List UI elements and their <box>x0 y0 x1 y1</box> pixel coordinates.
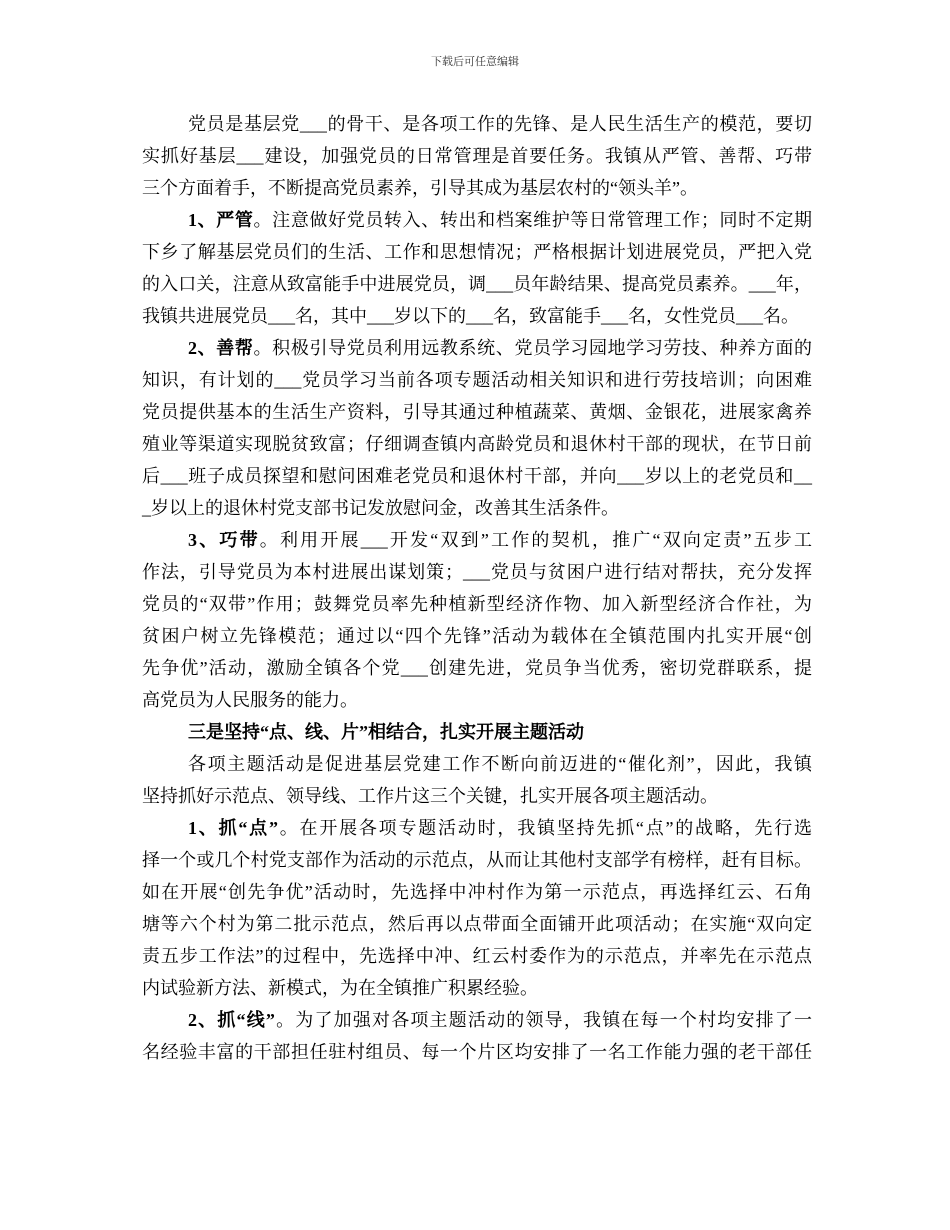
line-text: 。积极引导党员利用远教系统、党员学习园地学习劳技、种养方面的 <box>253 338 812 358</box>
paragraph <box>142 1004 812 1068</box>
text-line: 实抓好基层___建设，加强党员的日常管理是首要任务。我镇从严管、善帮、巧带 <box>142 146 812 166</box>
text-line <box>142 332 812 364</box>
text-line: 名经验丰富的干部担任驻村组员、每一个片区均安排了一名工作能力强的老干部任 <box>142 1042 812 1062</box>
section-lead: 2、抓“线” <box>188 1010 275 1030</box>
line-text: 。为了加强对各项主题活动的领导，我镇在每一个村均安排了一 <box>274 1010 813 1030</box>
text-line: 先争优”活动，激励全镇各个党___创建先进，党员争当优秀，密切党群联系，提 <box>142 658 812 678</box>
paragraph <box>142 716 812 748</box>
text-line: 党员提供基本的生活生产资料，引导其通过种植蔬菜、黄烟、金银花，进展家禽养 <box>142 402 812 422</box>
paragraph <box>142 524 812 716</box>
text-line: 贫困户树立先锋模范；通过以“四个先锋”活动为载体在全镇范围内扎实开展“创 <box>142 626 812 646</box>
text-line <box>142 1004 812 1036</box>
paragraph <box>142 332 812 524</box>
section-heading: 三是坚持“点、线、片”相结合，扎实开展主题活动 <box>188 722 584 742</box>
line-text: 。利用开展___开发“双到”工作的契机，推广“双向定责”五步工 <box>259 530 812 550</box>
section-lead: 1、严管 <box>188 210 254 230</box>
text-line: 坚持抓好示范点、领导线、工作片这三个关键，扎实开展各项主题活动。 <box>142 786 718 806</box>
document-body <box>142 108 812 1068</box>
paragraph <box>142 812 812 1004</box>
text-line: 三个方面着手，不断提高党员素养，引导其成为基层农村的“领头羊”。 <box>142 178 698 198</box>
section-lead: 3、巧带 <box>188 530 260 550</box>
text-line: 各项主题活动是促进基层党建工作不断向前迈进的“催化剂”，因此，我镇 <box>188 754 812 774</box>
text-line <box>142 812 812 844</box>
text-line: 后___班子成员探望和慰问困难老党员和退休村干部，并向___岁以上的老党员和__ <box>142 466 812 486</box>
text-line <box>142 524 812 556</box>
text-line: 知识，有计划的___党员学习当前各项专题活动相关知识和进行劳技培训；向困难 <box>142 370 812 390</box>
text-line: 殖业等渠道实现脱贫致富；仔细调查镇内高龄党员和退休村干部的现状，在节日前 <box>142 434 812 454</box>
text-line <box>142 204 812 236</box>
text-line: 责五步工作法”的过程中，先选择中冲、红云村委作为的示范点，并率先在示范点 <box>142 946 812 966</box>
paragraph <box>142 748 812 812</box>
text-line: 的入口关，注意从致富能手中进展党员，调___员年龄结果、提高党员素养。___年， <box>142 274 812 294</box>
text-line: 内试验新方法、新模式，为在全镇推广积累经验。 <box>142 978 538 998</box>
paragraph <box>142 204 812 332</box>
text-line: 党员的“双带”作用；鼓舞党员率先种植新型经济作物、加入新型经济合作社，为 <box>142 594 812 614</box>
text-line: 择一个或几个村党支部作为活动的示范点，从而让其他村支部学有榜样，赶有目标。 <box>142 850 812 870</box>
paragraph <box>142 108 812 204</box>
line-text: 。注意做好党员转入、转出和档案维护等日常管理工作；同时不定期 <box>253 210 812 230</box>
section-lead: 2、善帮 <box>188 338 254 358</box>
page-header-note: 下载后可任意编辑 <box>431 56 519 68</box>
text-line: 如在开展“创先争优”活动时，先选择中冲村作为第一示范点，再选择红云、石角 <box>142 882 812 902</box>
line-text: 。在开展各项专题活动时，我镇坚持先抓“点”的战略，先行选 <box>277 818 813 838</box>
text-line: _岁以上的退休村党支部书记发放慰问金，改善其生活条件。 <box>142 498 619 518</box>
text-line: 我镇共进展党员___名，其中___岁以下的___名，致富能手___名，女性党员___名。 <box>142 306 799 326</box>
text-line: 高党员为人民服务的能力。 <box>142 690 358 710</box>
section-lead: 1、抓“点” <box>188 818 278 838</box>
text-line: 下乡了解基层党员们的生活、工作和思想情况；严格根据计划进展党员，严把入党 <box>142 242 812 262</box>
text-line: 塘等六个村为第二批示范点，然后再以点带面全面铺开此项活动；在实施“双向定 <box>142 914 812 934</box>
text-line: 作法，引导党员为本村进展出谋划策；___党员与贫困户进行结对帮扶，充分发挥 <box>142 562 812 582</box>
text-line: 党员是基层党___的骨干、是各项工作的先锋、是人民生活生产的模范，要切 <box>188 114 812 134</box>
